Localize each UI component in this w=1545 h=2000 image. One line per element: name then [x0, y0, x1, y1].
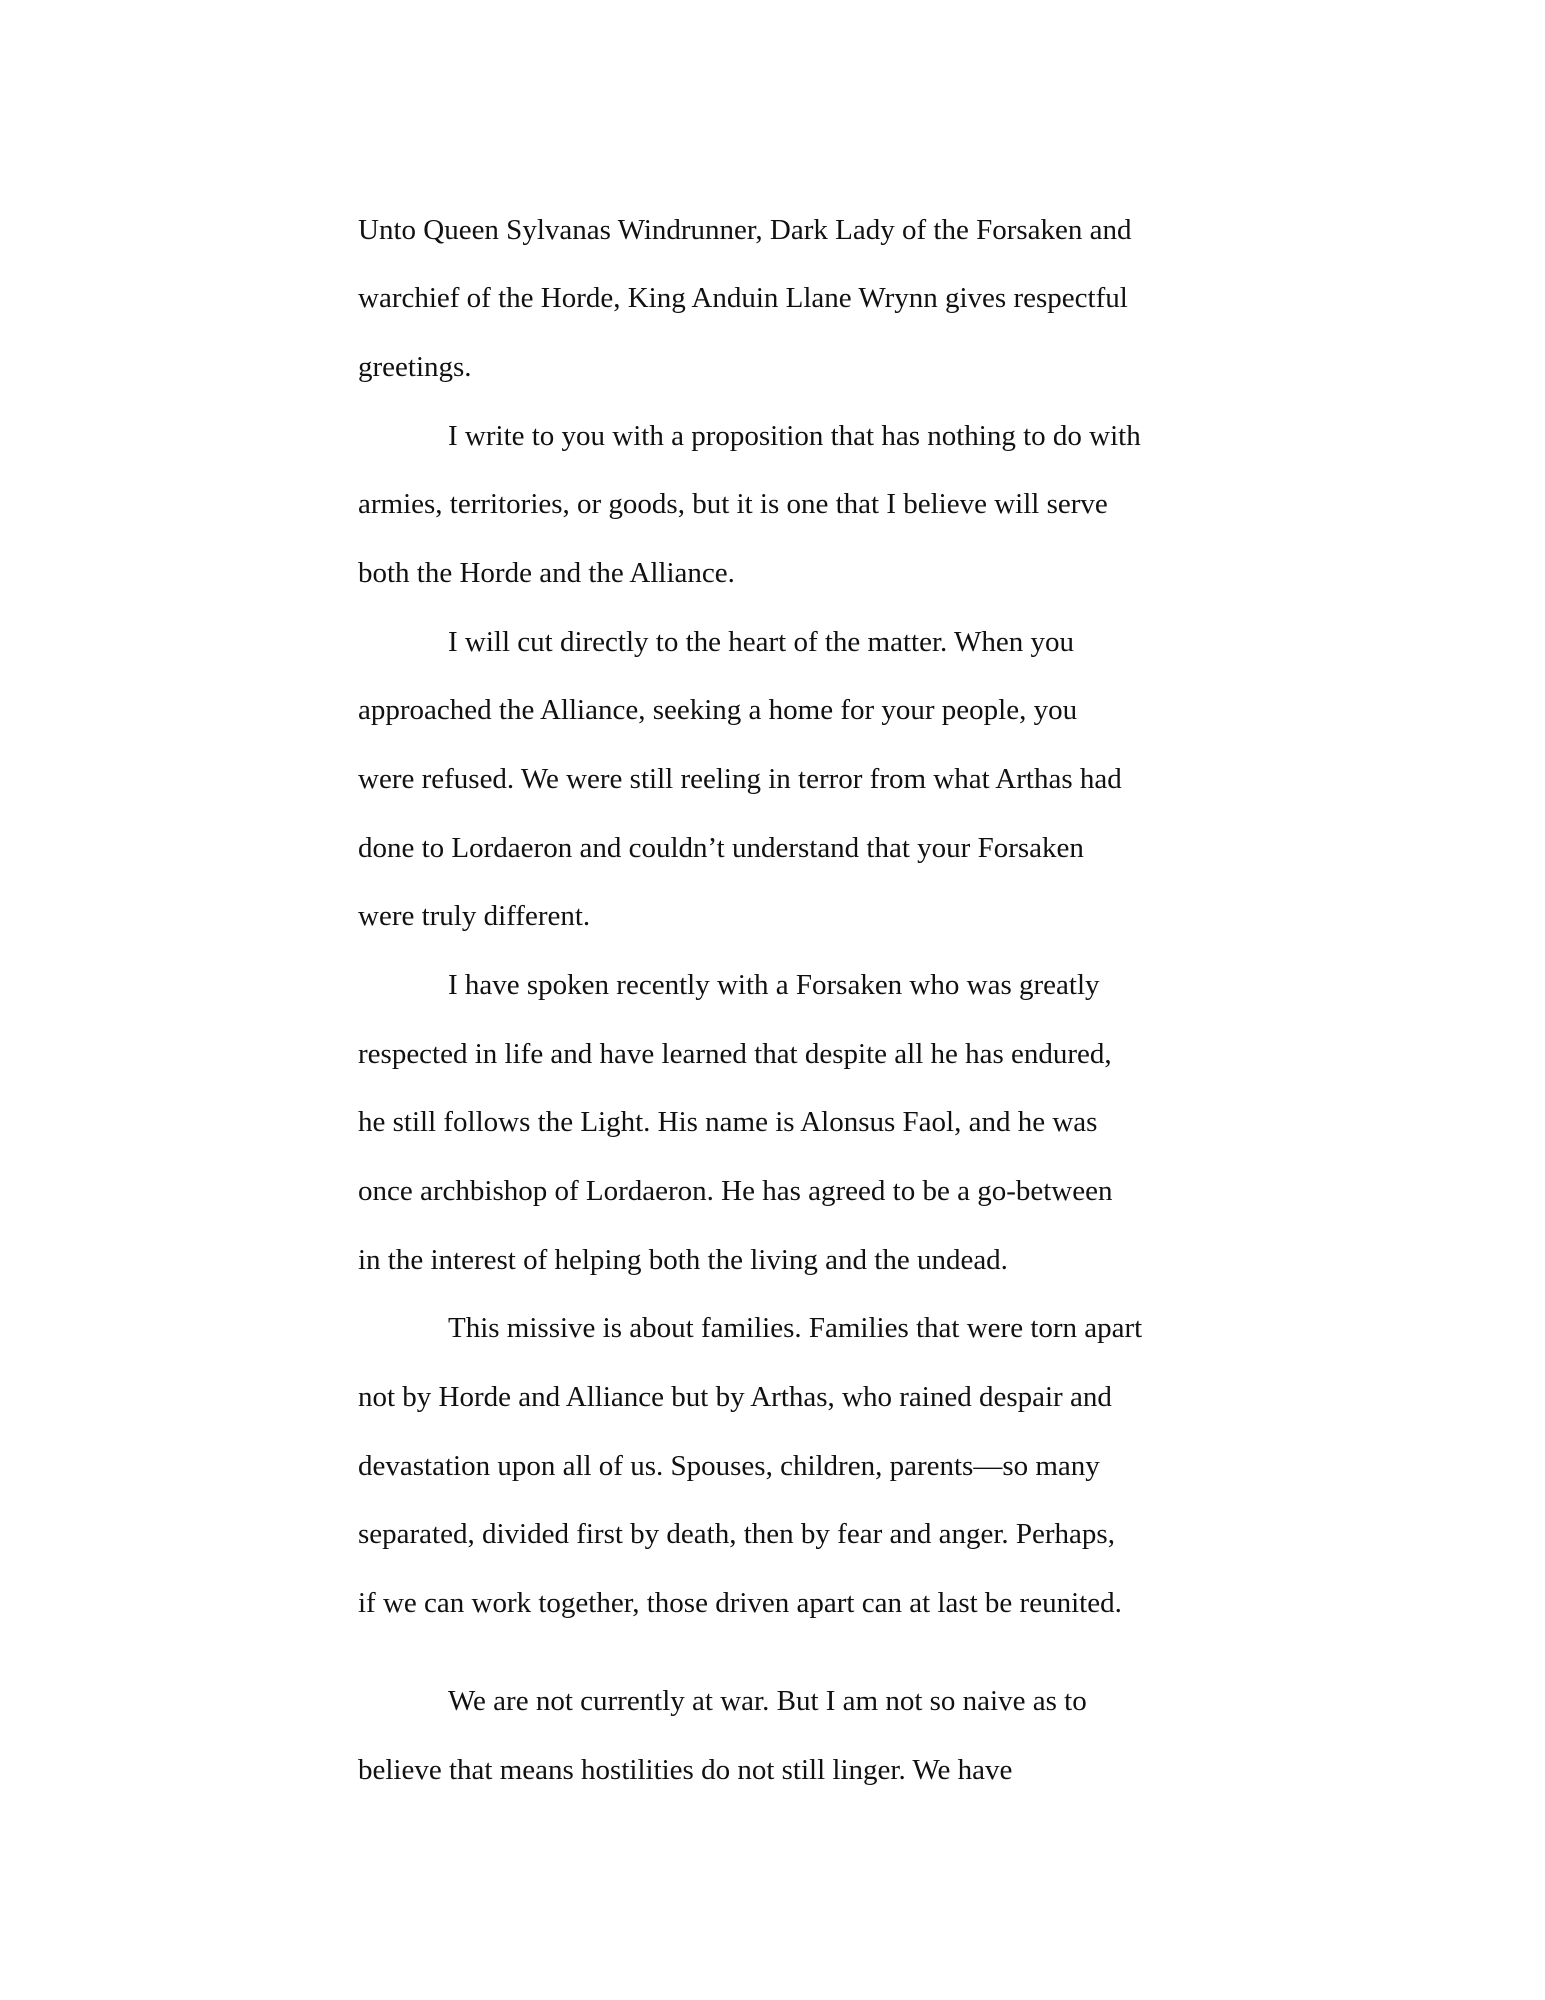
letter-line: greetings. — [358, 351, 472, 383]
letter-line: I have spoken recently with a Forsaken who was greatly — [448, 969, 1100, 1001]
letter-line: he still follows the Light. His name is Alonsus Faol, and he was — [358, 1106, 1098, 1138]
letter-line: both the Horde and the Alliance. — [358, 557, 735, 589]
letter-line: devastation upon all of us. Spouses, children, parents—so many — [358, 1450, 1100, 1482]
letter-line: done to Lordaeron and couldn’t understand that your Forsaken — [358, 832, 1084, 864]
letter-line: respected in life and have learned that despite all he has endured, — [358, 1038, 1112, 1070]
letter-line: believe that means hostilities do not still linger. We have — [358, 1754, 1013, 1786]
letter-line: not by Horde and Alliance but by Arthas, who rained despair and — [358, 1381, 1112, 1413]
letter-line: warchief of the Horde, King Anduin Llane Wrynn gives respectful — [358, 282, 1128, 314]
letter-line: if we can work together, those driven apart can at last be reunited. — [358, 1587, 1122, 1619]
letter-line: separated, divided first by death, then by fear and anger. Perhaps, — [358, 1518, 1115, 1550]
letter-line: once archbishop of Lordaeron. He has agreed to be a go-between — [358, 1175, 1113, 1207]
letter-line: armies, territories, or goods, but it is one that I believe will serve — [358, 488, 1108, 520]
letter-line: were truly different. — [358, 900, 591, 932]
letter-line: were refused. We were still reeling in terror from what Arthas had — [358, 763, 1122, 795]
letter-line: We are not currently at war. But I am not so naive as to — [448, 1685, 1087, 1717]
letter-line: This missive is about families. Families that were torn apart — [448, 1312, 1143, 1344]
letter-line: I write to you with a proposition that has nothing to do with — [448, 420, 1141, 452]
letter-line: Unto Queen Sylvanas Windrunner, Dark Lady of the Forsaken and — [358, 214, 1132, 246]
letter-line: in the interest of helping both the living and the undead. — [358, 1244, 1008, 1276]
letter-line: I will cut directly to the heart of the matter. When you — [448, 626, 1074, 658]
letter-line: approached the Alliance, seeking a home for your people, you — [358, 694, 1078, 726]
